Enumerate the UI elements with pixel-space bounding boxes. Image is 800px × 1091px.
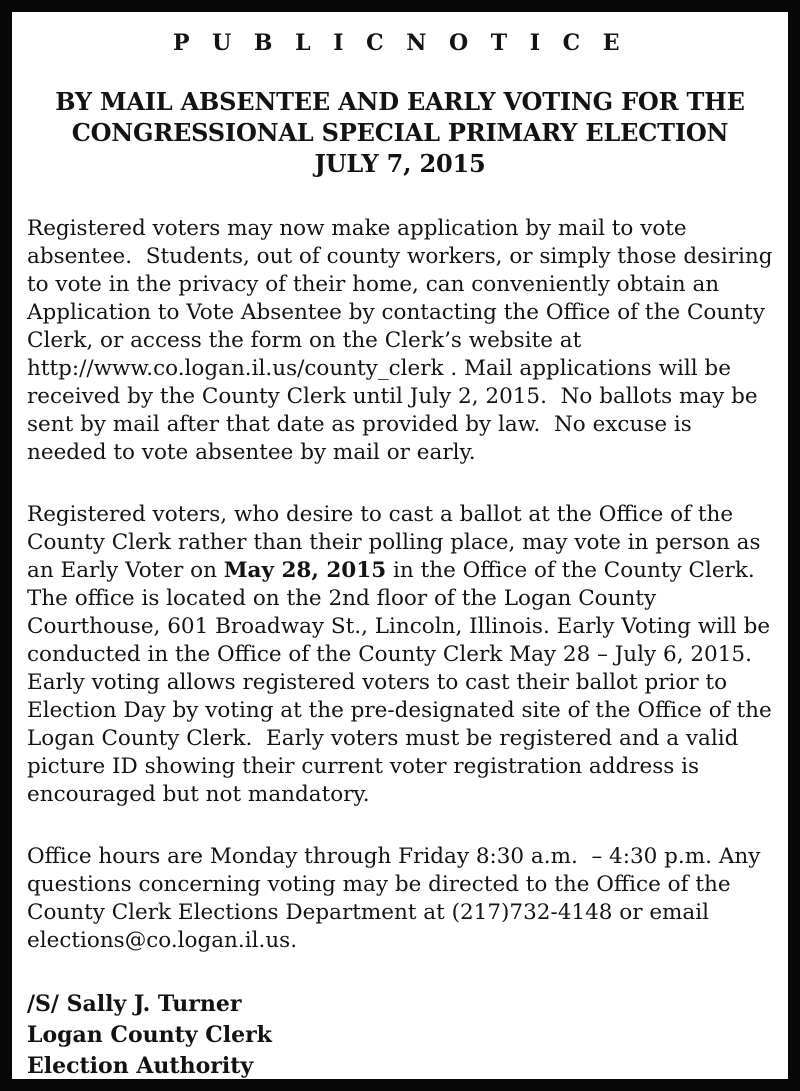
signature-block	[27, 989, 773, 1082]
signature-name: /S/ Sally J. Turner	[27, 991, 242, 1017]
heading-line-2: CONGRESSIONAL SPECIAL PRIMARY ELECTION	[71, 118, 729, 147]
paragraph-absentee-by-mail	[27, 215, 780, 467]
paragraph-early-voting-rest: in the Office of the County Clerk. The office is located on the 2nd floor of the Logan County Courthouse, 601 Broadway St., Lincoln, Illinois. Early Voting will be conducted in the Office of the County Clerk May 28 – July 6, 2015. Early voting allows registered voters to cast their ballot prior to Election Day by voting at the pre-designated site of the Office of the Logan County Clerk. Early voters must be registered and a valid picture ID showing their current voter registration address is encouraged but not mandatory.	[27, 558, 779, 807]
early-voting-start-date: May 28, 2015	[223, 558, 387, 583]
paragraph-early-voting	[27, 501, 779, 809]
paragraph-office-hours-text: Office hours are Monday through Friday 8:30 a.m. – 4:30 p.m. Any questions concerning voting may be directed to the Office of the County Clerk Elections Department at (217)732-4148 or email elections@co.logan.il.us.	[27, 844, 768, 953]
notice-title: P U B L I C N O T I C E	[172, 30, 628, 56]
notice-heading	[27, 86, 773, 179]
heading-line-1: BY MAIL ABSENTEE AND EARLY VOTING FOR THE	[55, 87, 745, 116]
paragraph-absentee-text: Registered voters may now make application by mail to vote absentee. Students, out of county workers, or simply those desiring to vote in the privacy of their home, can conveniently obtain an Application to Vote Absentee by contacting the Office of the County Clerk, or access the form on the Clerk’s website at http://www.co.logan.il.us/county_clerk . Mail applications will be received by the County Clerk until July 2, 2015. No ballots may be sent by mail after that date as provided by law. No excuse is needed to vote absentee by mail or early.	[27, 216, 780, 465]
notice-body	[27, 215, 780, 955]
signature-title: Logan County Clerk	[27, 1022, 272, 1048]
paragraph-office-hours	[27, 843, 773, 955]
signature-authority: Election Authority	[27, 1053, 254, 1079]
paragraph-early-voting-lead: Registered voters, who desire to cast a ballot at the Office of the County Clerk rather than their polling place, may vote in person as an Early Voter on	[27, 502, 768, 583]
heading-line-date: JULY 7, 2015	[314, 149, 486, 178]
